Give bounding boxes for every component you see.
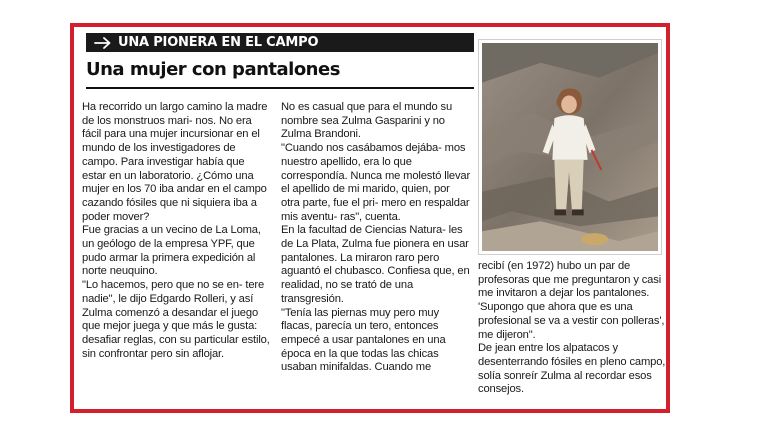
arrow-right-icon [94, 37, 112, 49]
paragraph: "Lo hacemos, pero que no se en- tere nadie", le dijo Edgardo Rolleri, y así Zulma comenzó a desandar el juego que mejor juega y que más le gusta: desafiar reglas, con su particular estilo, sin confrontar pero sin aflojar. [82, 279, 270, 360]
paragraph: recibí (en 1972) hubo un par de profesoras que me preguntaron y casi me invitaron a dejar los pantalones. 'Supongo que ahora que es una profesional se va a vestir con polleras', me dijeron". [478, 260, 665, 341]
paragraph: No es casual que para el mundo su nombre sea Zulma Gasparini y no Zulma Brandoni. [281, 101, 453, 141]
paragraph: En la facultad de Ciencias Natura- les de La Plata, Zulma fue pionera en usar pantalones. La miraron raro pero aguantó el chubasco. Confiesa que, en realidad, no se trató de una transgresión. [281, 224, 470, 305]
paragraph: "Tenía las piernas muy pero muy flacas, parecía un tero, entonces empecé a usar pantalones en una época en la que todas las chicas usaban minifaldas. Cuando me [281, 306, 446, 374]
article-column-1 [82, 101, 270, 361]
paragraph: "Cuando nos casábamos dejába- mos nuestro apellido, era lo que correspondía. Nunca me molestó llevar el apellido de mi marido, quien, por otra parte, fue el pri- mero en respaldar mis aventu- ras", cuenta. [281, 142, 471, 223]
article-column-2 [281, 101, 471, 375]
article-headline: Una mujer con pantalones [86, 59, 340, 80]
article-photo [478, 39, 662, 255]
article-column-3 [478, 260, 666, 397]
kicker-bar [86, 33, 474, 52]
woman-on-rocks-photo [482, 43, 658, 251]
kicker-label: UNA PIONERA EN EL CAMPO [118, 35, 319, 50]
paragraph: De jean entre los alpatacos y desenterrando fósiles en pleno campo, solía sonreír Zulma al recordar esos consejos. [478, 342, 666, 396]
headline-rule [86, 87, 474, 89]
paragraph: Fue gracias a un vecino de La Loma, un geólogo de la empresa YPF, que pudo armar la primera expedición al norte neuquino. [82, 224, 261, 278]
article-frame [70, 23, 670, 413]
paragraph: Ha recorrido un largo camino la madre de los monstruos mari- nos. No era fácil para una mujer incursionar en el mundo de los investigadores de campo. Para investigar había que estar en un laboratorio. ¿Cómo una mujer en los 70 iba andar en el campo cazando fósiles que ni siquiera iba a poder mover? [82, 101, 268, 223]
